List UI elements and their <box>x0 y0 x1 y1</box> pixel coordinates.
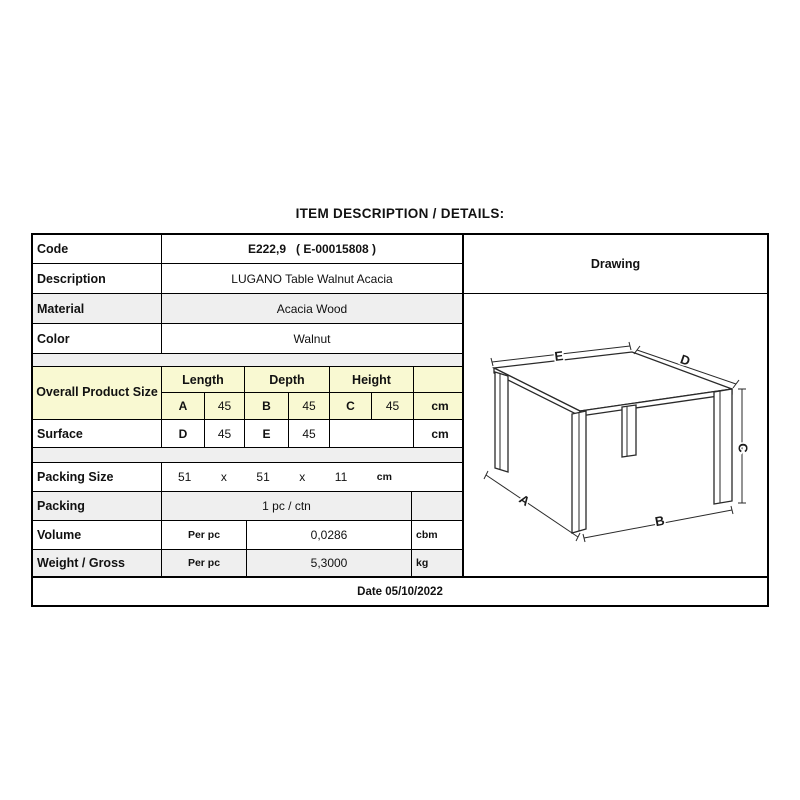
packing-size-values <box>162 463 462 491</box>
surface-row <box>33 420 462 448</box>
dim-b-value: 45 <box>289 393 330 419</box>
spacer-row-2 <box>33 448 462 463</box>
dim-c-letter: C <box>330 393 372 419</box>
code-label: Code <box>33 235 162 263</box>
height-header: Height <box>330 367 414 393</box>
weight-value: 5,3000 <box>247 550 412 576</box>
weight-label: Weight / Gross <box>33 550 162 576</box>
weight-unit: kg <box>416 557 429 569</box>
unit-header-empty <box>414 367 462 393</box>
dim-d-letter: D <box>162 420 205 447</box>
drawing-column <box>464 235 767 576</box>
table-drawing <box>464 294 767 576</box>
dim-e-letter: E <box>245 420 289 447</box>
surface-unit: cm <box>431 426 449 441</box>
code-value: E222,9 ( E-00015808 ) <box>247 242 377 256</box>
packing-size-x1: x <box>220 470 227 484</box>
drawing-area <box>464 294 767 576</box>
dim-b-letter: B <box>245 393 289 419</box>
overall-size-label: Overall Product Size <box>33 367 162 419</box>
packing-size-v3: 11 <box>334 470 348 484</box>
dim-d-value: 45 <box>205 420 245 447</box>
color-row <box>33 324 462 354</box>
dim-label-a: A <box>516 491 533 509</box>
packing-size-row <box>33 463 462 492</box>
dim-e-value: 45 <box>289 420 330 447</box>
page-title: ITEM DESCRIPTION / DETAILS: <box>295 206 505 221</box>
packing-size-v2: 51 <box>256 470 270 484</box>
depth-header: Depth <box>245 367 330 393</box>
color-label: Color <box>33 324 162 353</box>
packing-label: Packing <box>33 492 162 520</box>
color-value: Walnut <box>293 331 331 346</box>
drawing-header: Drawing <box>464 235 767 294</box>
overall-size-unit: cm <box>431 399 449 413</box>
spec-table-main <box>33 235 767 576</box>
weight-row <box>33 550 462 576</box>
overall-size-block <box>33 367 462 420</box>
dim-label-d: D <box>678 351 693 369</box>
packing-size-x2: x <box>299 470 306 484</box>
dim-label-c: C <box>735 443 751 453</box>
dim-label-b: B <box>653 512 666 530</box>
volume-value: 0,0286 <box>247 521 412 549</box>
packing-value: 1 pc / ctn <box>162 492 412 520</box>
code-row <box>33 235 462 264</box>
dim-a-letter: A <box>162 393 205 419</box>
volume-label: Volume <box>33 521 162 549</box>
dim-a-value: 45 <box>205 393 245 419</box>
dim-c-value: 45 <box>372 393 414 419</box>
spec-table <box>31 233 769 607</box>
spacer-row-1 <box>33 354 462 367</box>
surface-label: Surface <box>33 420 162 447</box>
dim-label-e: E <box>553 347 565 364</box>
volume-row <box>33 521 462 550</box>
volume-basis: Per pc <box>162 521 247 549</box>
description-value: LUGANO Table Walnut Acacia <box>231 271 393 286</box>
packing-empty-cell <box>412 492 462 520</box>
spec-table-left <box>33 235 464 576</box>
packing-size-label: Packing Size <box>33 463 162 491</box>
description-row <box>33 264 462 294</box>
weight-basis: Per pc <box>162 550 247 576</box>
material-label: Material <box>33 294 162 323</box>
date-row: Date 05/10/2022 <box>33 576 767 605</box>
tabletop <box>494 352 732 416</box>
material-row <box>33 294 462 324</box>
material-value: Acacia Wood <box>276 301 348 316</box>
description-label: Description <box>33 264 162 293</box>
length-header: Length <box>162 367 245 393</box>
packing-size-unit: cm <box>376 471 392 483</box>
packing-row <box>33 492 462 521</box>
packing-size-v1: 51 <box>178 470 192 484</box>
volume-unit: cbm <box>416 529 438 541</box>
surface-empty-cell <box>330 420 414 447</box>
